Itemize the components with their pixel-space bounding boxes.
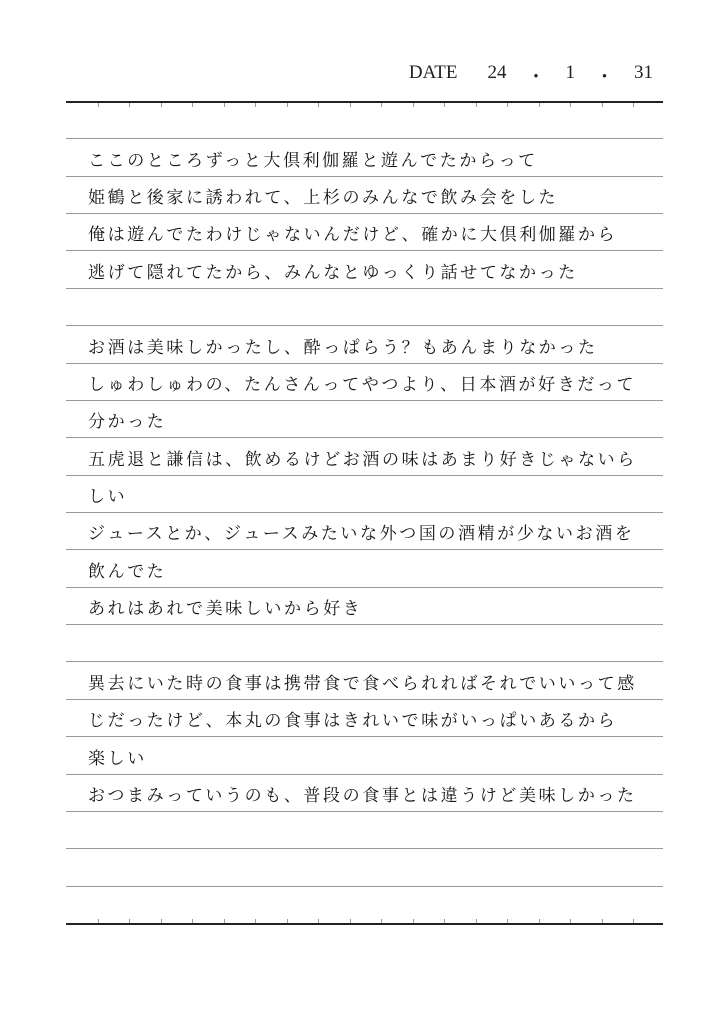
ruler-tick — [287, 919, 288, 923]
diary-line-text: 飲んでた — [88, 561, 167, 582]
diary-line-text: しい — [88, 486, 128, 507]
diary-line-text: 逃げて隠れてたから、みんなとゆっくり話せてなかった — [88, 262, 578, 283]
diary-line — [66, 775, 663, 812]
ruler-tick — [444, 919, 445, 923]
ruler-tick — [161, 919, 162, 923]
bottom-rule — [66, 923, 663, 925]
diary-line-text: あれはあれで美味しいから好き — [88, 599, 363, 620]
date-month: 1 — [565, 62, 575, 83]
diary-line — [66, 625, 663, 662]
ruler-tick — [507, 919, 508, 923]
ruler-tick — [192, 919, 193, 923]
ruler-tick — [570, 919, 571, 923]
ruler-tick — [633, 919, 634, 923]
diary-line — [66, 737, 663, 774]
diary-line — [66, 849, 663, 886]
diary-line-text: ここのところずっと大倶利伽羅と遊んでたからって — [88, 150, 538, 171]
diary-line — [66, 102, 663, 139]
bottom-ruler-ticks — [66, 919, 663, 923]
date-separator: ・ — [526, 67, 546, 88]
diary-line — [66, 364, 663, 401]
ruler-tick — [350, 919, 351, 923]
diary-line — [66, 289, 663, 326]
diary-line — [66, 177, 663, 214]
diary-line-text: 楽しい — [88, 748, 147, 769]
diary-line — [66, 438, 663, 475]
date-day: 31 — [634, 62, 653, 83]
diary-line — [66, 513, 663, 550]
diary-line-text: ジュースとか、ジュースみたいな外つ国の酒精が少ないお酒を — [88, 524, 635, 545]
diary-line — [66, 214, 663, 251]
ruler-tick — [476, 919, 477, 923]
diary-line-text: 俺は遊んでたわけじゃないんだけど、確かに大倶利伽羅から — [88, 225, 618, 246]
diary-line — [66, 550, 663, 587]
diary-line — [66, 476, 663, 513]
diary-line — [66, 700, 663, 737]
ruler-tick — [413, 919, 414, 923]
diary-line-text: しゅわしゅわの、たんさんってやつより、日本酒が好きだって — [88, 374, 637, 395]
ruler-tick — [381, 919, 382, 923]
diary-line — [66, 401, 663, 438]
diary-line — [66, 588, 663, 625]
date-label: DATE — [408, 62, 458, 83]
diary-line-text: 姫鶴と後家に誘われて、上杉のみんなで飲み会をした — [88, 188, 559, 209]
diary-line — [66, 326, 663, 363]
ruler-tick — [98, 919, 99, 923]
diary-line — [66, 662, 663, 699]
ruler-tick — [129, 919, 130, 923]
diary-line-text: 五虎退と謙信は、飲めるけどお酒の味はあまり好きじゃないら — [88, 449, 637, 470]
ruler-tick — [602, 919, 603, 923]
diary-line — [66, 812, 663, 849]
diary-line-text: 異去にいた時の食事は携帯食で食べられればそれでいいって感 — [88, 673, 637, 694]
diary-line-text: じだったけど、本丸の食事はきれいで味がいっぱいあるから — [88, 711, 618, 732]
ruler-tick — [539, 919, 540, 923]
date-header — [409, 62, 653, 89]
diary-line — [66, 139, 663, 176]
date-separator: ・ — [594, 67, 614, 88]
diary-line-text: お酒は美味しかったし、酔っぱらう？もあんまりなかった — [88, 337, 598, 358]
diary-line-text: 分かった — [88, 412, 167, 433]
diary-line-text: おつまみっていうのも、普段の食事とは違うけど美味しかった — [88, 785, 637, 806]
diary-line — [66, 251, 663, 288]
ruler-tick — [224, 919, 225, 923]
date-year: 24 — [487, 62, 507, 83]
ruler-tick — [255, 919, 256, 923]
ruler-tick — [318, 919, 319, 923]
